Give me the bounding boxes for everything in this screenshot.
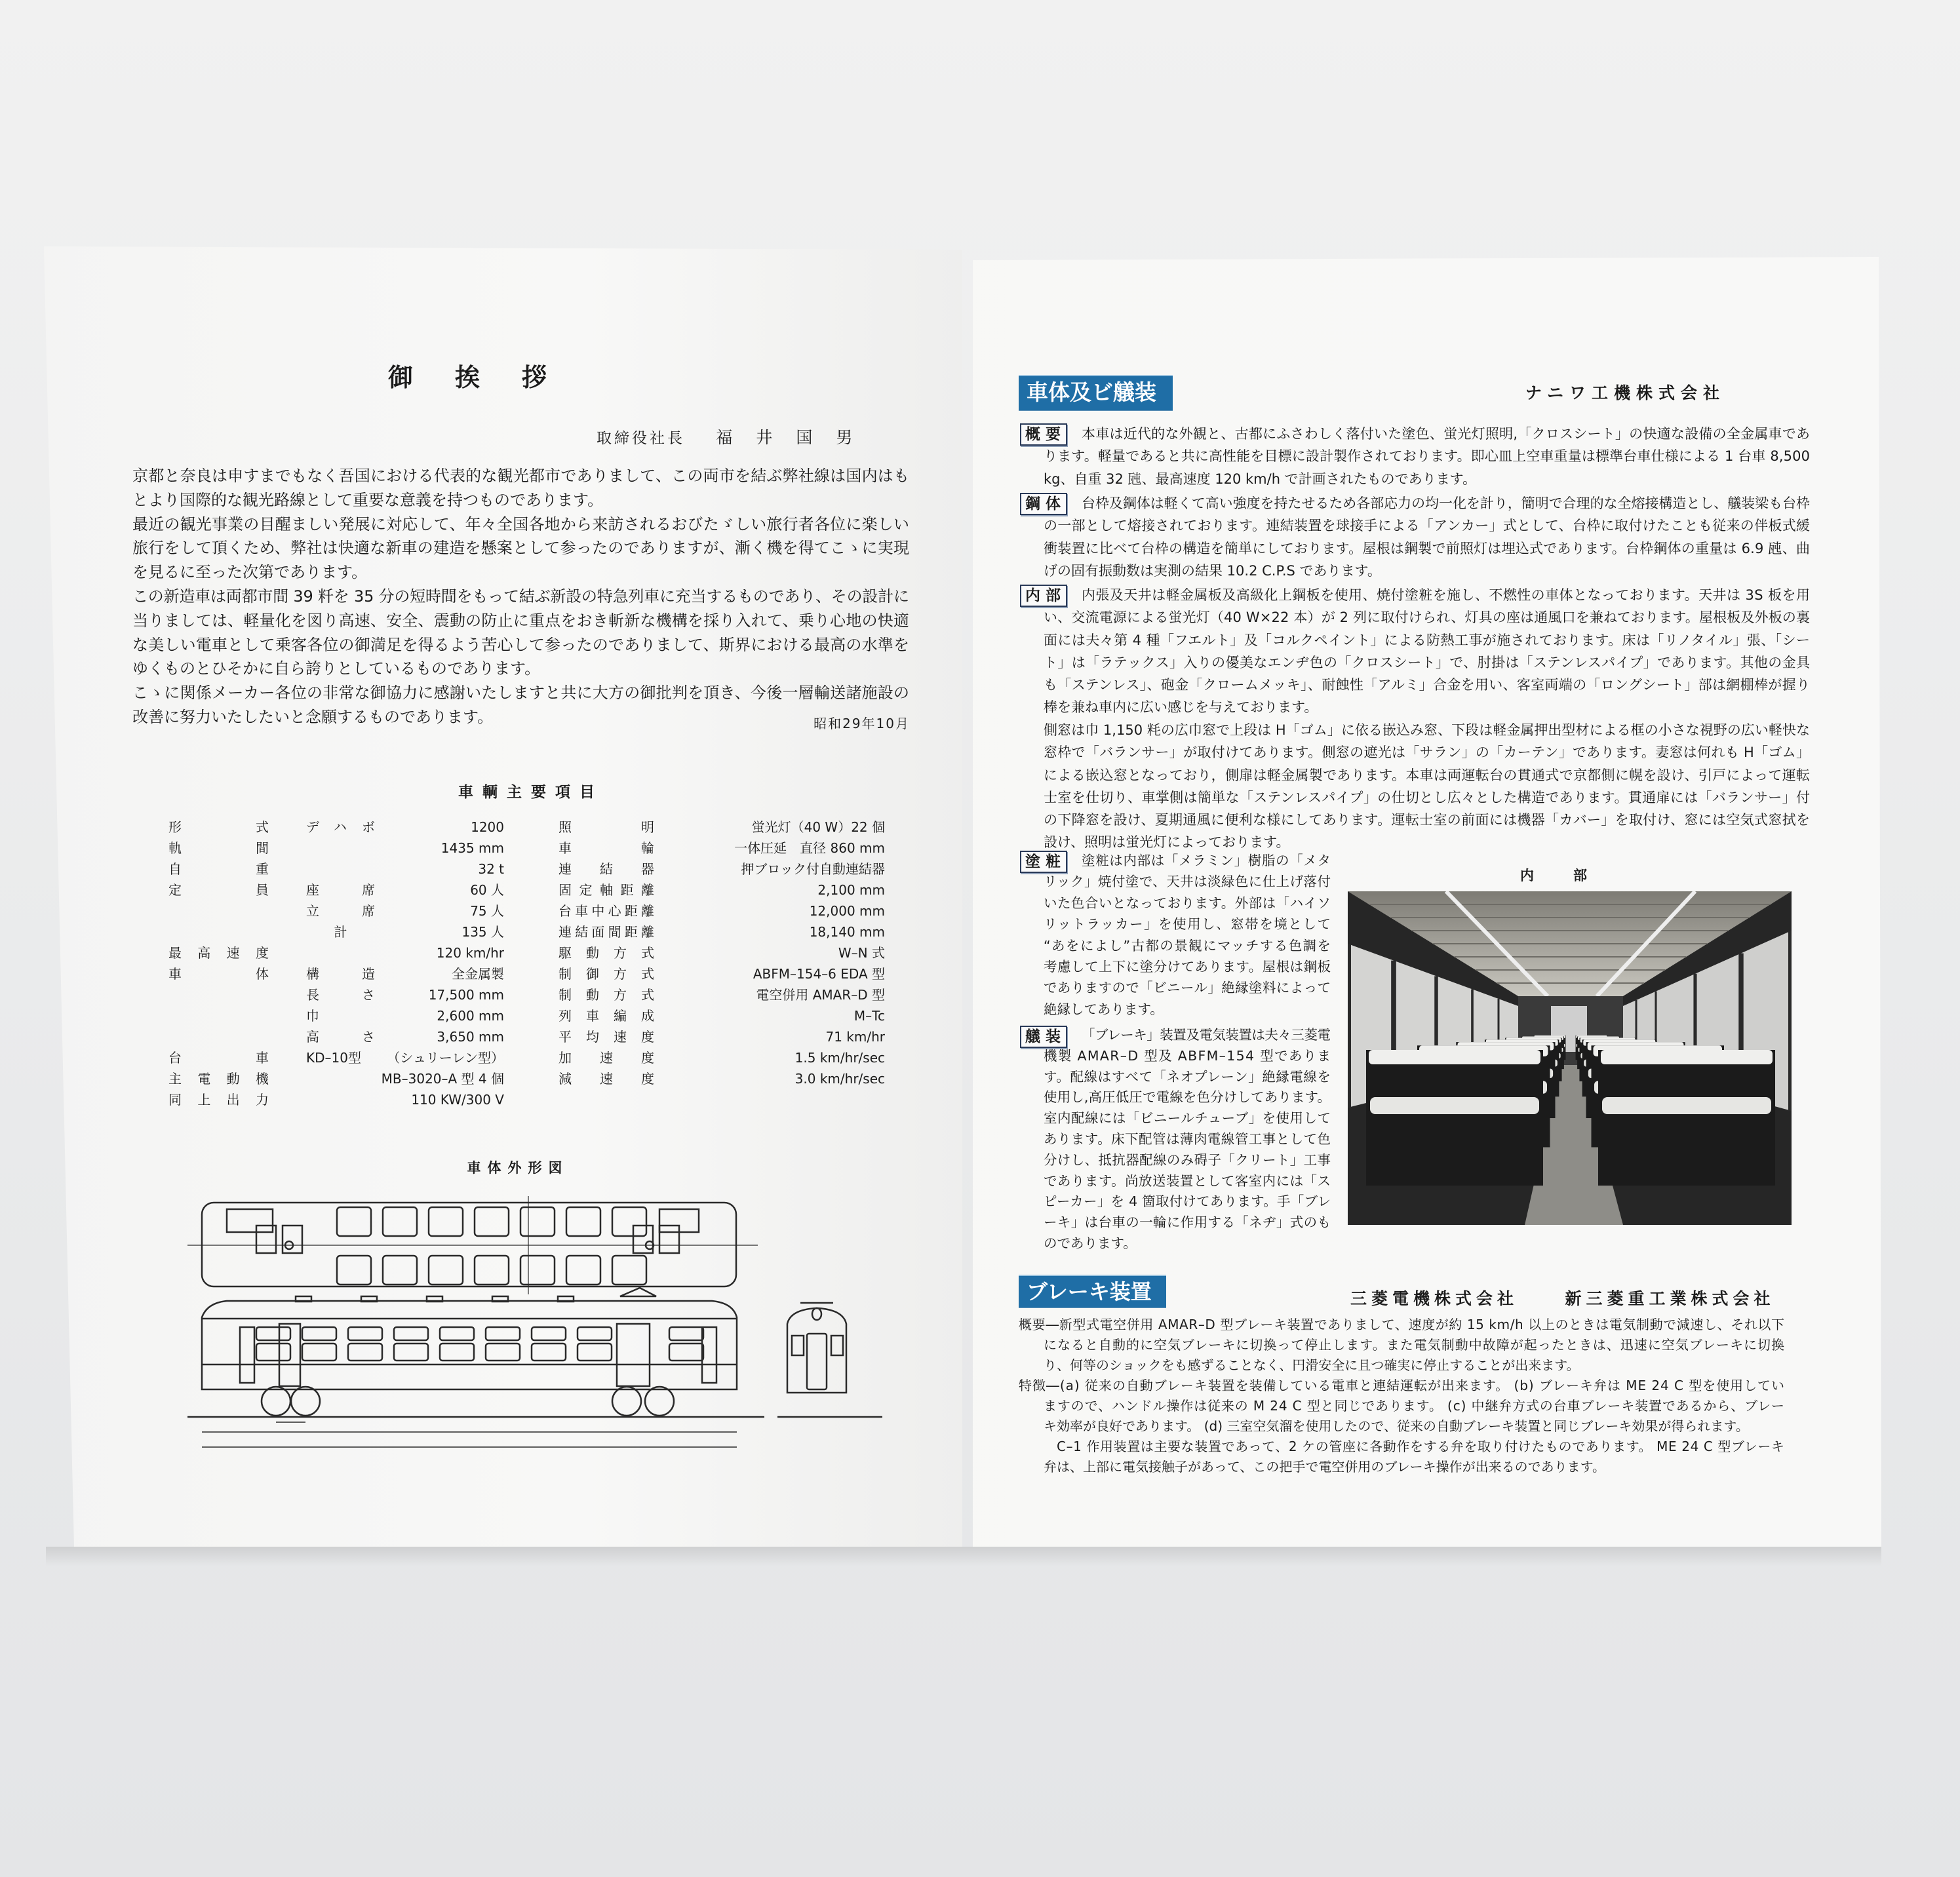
seat: [520, 1256, 555, 1285]
text-line: いた色合いとなっております。外部は「ハイソ: [1044, 895, 1331, 911]
spec-value: 電空併用 AMAR–D 型: [756, 987, 885, 1003]
spec-row: [0, 817, 918, 838]
spec-value: ABFM–154–6 EDA 型: [753, 966, 885, 982]
spec-value: 蛍光灯（40 W）22 個: [751, 819, 885, 835]
seat-headrest-cover: [1601, 1050, 1773, 1064]
spec-row: [0, 838, 918, 859]
seat: [383, 1207, 417, 1236]
text-line: であります。尚放送装置として客室内には「ス: [1044, 1172, 1331, 1189]
text-line: 塗粧は内部は「メラミン」樹脂の「メタ: [1082, 853, 1331, 868]
end-door: [807, 1334, 827, 1389]
spec-value: 2,600 mm: [437, 1008, 504, 1024]
seat-back: [1598, 1050, 1775, 1186]
spec-sublabel: 計: [334, 924, 347, 940]
spec-value: 17,500 mm: [428, 987, 504, 1003]
spec-sublabel: 構造: [306, 966, 375, 982]
text-line: 台枠及鋼体は軽くて高い強度を持たせるため各部応力の均一化を計り，簡明で合理的な全熔接構造とし、艤装梁も台枠: [1082, 495, 1810, 511]
text-line: 窓枠で「バランサー」が取付けてあります。側窓の遮光は「サラン」の「カーテン」であります。妻窓は何れも H「ゴム」: [1044, 745, 1811, 761]
text-line: ト」は「ラテックス」入りの優美なエンヂ色の「クロスシート」で、肘掛は「ステンレスパイプ」であります。其他の金具: [1044, 654, 1811, 670]
text-line: な美しい電車として乗客各位の御満足を得るよう苦心して参ったのでありまして、斯界における最高の水準を: [132, 635, 910, 654]
spec-label: 照明: [559, 819, 654, 835]
cab-seat: [283, 1226, 302, 1253]
spec-label: 平均速度: [559, 1029, 654, 1045]
spec-sublabel: デハボ: [306, 819, 375, 835]
spec-value: 1435 mm: [441, 840, 504, 856]
spec-label: 列車編成: [559, 1008, 654, 1024]
spec-sublabel: 立席: [306, 903, 375, 919]
spec-row: [0, 963, 918, 984]
section-equipment: [1044, 1025, 1331, 1254]
spec-label: 自重: [168, 861, 269, 877]
spec-row: [0, 1026, 918, 1047]
cab-seat: [659, 1226, 679, 1253]
text-line: 「ブレーキ」装置及電気装置は夫々三菱電: [1082, 1027, 1331, 1043]
seat-headrest-cover: [1369, 1050, 1540, 1064]
text-line: げの固有振動数は実測の結果 10.2 C.P.S であります。: [1044, 562, 1381, 579]
window: [532, 1327, 566, 1340]
text-line: 設け、照明は蛍光灯によっております。: [1044, 834, 1290, 851]
spec-label: 連結面間距離: [559, 924, 654, 940]
window: [669, 1327, 703, 1340]
window: [532, 1344, 566, 1361]
spec-sublabel: 巾: [306, 1008, 319, 1024]
greeting-signer: [597, 425, 876, 448]
section-banner-body: 車体及ビ艤装: [1019, 375, 1173, 410]
seat: [475, 1256, 509, 1285]
spec-label: 最高速度: [168, 945, 269, 961]
car-body-outline-drawing: [187, 1193, 889, 1455]
spec-row: [0, 1005, 918, 1026]
window: [348, 1344, 382, 1361]
text-line: 考慮して上下に塗分けてあります。屋根は鋼板: [1044, 959, 1331, 975]
text-line: を見るに至った次第であります。: [132, 563, 368, 582]
tag-interior: 内部: [1020, 585, 1067, 607]
ventilator: [427, 1296, 442, 1302]
spec-row: [0, 921, 918, 942]
window: [394, 1344, 428, 1361]
spec-label: 車体: [168, 966, 269, 982]
spec-label: 形式: [168, 819, 269, 835]
text-line: あります。床下配管は薄肉電線管工事として色: [1044, 1131, 1331, 1147]
window: [440, 1344, 474, 1361]
spec-label: 同上出力: [168, 1092, 269, 1108]
ventilator: [558, 1296, 574, 1302]
spec-row: [0, 859, 918, 880]
spec-value: 1200: [471, 819, 504, 835]
window: [256, 1344, 290, 1361]
spec-value: 60 人: [470, 882, 504, 898]
seat: [429, 1256, 463, 1285]
spec-value: 3.0 km/hr/sec: [794, 1071, 885, 1087]
spec-value: 2,100 mm: [817, 882, 885, 898]
seat: [337, 1207, 371, 1236]
spec-label: 主電動機: [168, 1071, 269, 1087]
interior-photo: [1348, 891, 1792, 1225]
manufacturer-name: ナニワ工機株式会社: [1525, 383, 1726, 402]
spec-value: MB–3020–A 型 4 個: [381, 1071, 504, 1087]
text-line: 京都と奈良は申すまでもなく吾国における代表的な観光都市でありまして、この両市を結ぶ弊社線は国内はも: [132, 467, 910, 485]
window: [256, 1327, 290, 1340]
text-line: リック」焼付塗で、天井は淡緑色に仕上げ落付: [1044, 874, 1331, 890]
text-line: 使用し,高圧低圧で電線を色分けしてあります。: [1044, 1089, 1331, 1106]
spec-value: 一体圧延 直径 860 mm: [734, 840, 885, 856]
seat: [429, 1207, 463, 1236]
window: [302, 1344, 336, 1361]
spec-value: 110 KW/300 V: [411, 1092, 504, 1108]
spec-value: 1.5 km/hr/sec: [794, 1050, 885, 1066]
spec-row: [0, 1089, 524, 1110]
manufacturer-name: 新三菱重工業株式会社: [1565, 1289, 1775, 1308]
text-line: リットラッカー」を使用し、窓帯を境として: [1044, 916, 1332, 933]
greeting-body: [132, 464, 910, 729]
tag-overview: 概要: [1020, 423, 1067, 446]
spec-value: 75 人: [470, 903, 504, 919]
spec-value: 71 km/hr: [825, 1029, 885, 1045]
wheel: [262, 1387, 290, 1416]
window: [348, 1327, 382, 1340]
wheel: [645, 1387, 674, 1416]
spec-row: [0, 984, 918, 1005]
section-banner-brake: ブレーキ装置: [1019, 1275, 1166, 1307]
text-line: ゆくものとひそかに自ら誇りとしているものであります。: [132, 659, 541, 678]
text-line: 弁は、上部に電気接触子があって、この把手で電空併用のブレーキ操作が出来るのであります。: [1044, 1459, 1605, 1475]
tag-steel-body: 鋼体: [1020, 493, 1067, 515]
text-line: 最近の観光事業の目醒ましい発展に対応して、年々全国各地から来訪されるおびたゞしい旅行者各位に楽しい: [132, 514, 910, 533]
pantograph: [620, 1288, 656, 1296]
spec-value: 135 人: [461, 924, 504, 940]
section-brake: [1019, 1315, 1785, 1477]
text-line: 内張及天井は軽金属板及高級化上鋼板を使用、焼付塗粧を施し、不燃性の車体となっております。天井は 3S 板を用: [1082, 587, 1811, 603]
seat-back: [1366, 1050, 1543, 1186]
spec-label: 加速度: [559, 1050, 654, 1066]
window: [669, 1344, 703, 1361]
page-shadow: [46, 1547, 1881, 1566]
text-line: い、交流電源による蛍光灯（40 W×22 本）が 2 列に取付けられ、灯具の座は通風口を兼ねております。屋根板及外板の裏: [1044, 610, 1811, 626]
text-line: 衝装置に比べて台枠の構造を簡単にしております。屋根は鋼製で前照灯は埋込式であります。台枠鋼体の重量は 6.9 瓲、曲: [1044, 540, 1811, 556]
seat: [337, 1256, 371, 1285]
text-line: 室内配線には「ビニールチューブ」を使用して: [1044, 1110, 1331, 1127]
end-view-body: [787, 1308, 846, 1393]
door: [702, 1327, 716, 1383]
spec-row: [0, 1068, 918, 1089]
spec-value: 32 t: [478, 861, 504, 877]
spec-row: [0, 942, 918, 963]
spec-value: W–N 式: [838, 945, 885, 961]
text-line: この新造車は両都市間 39 粁を 35 分の短時間をもって結ぶ新設の特急列車に充当するものであり、その設計に: [132, 587, 909, 606]
spec-label: 固定軸距離: [559, 882, 654, 898]
door: [617, 1324, 650, 1386]
text-line: 特徴―(a) 従来の自動ブレーキ装置を装備している電車と連結運転が出来ます。 (b) ブレーキ弁は ME 24 C 型を使用してい: [1019, 1378, 1785, 1393]
signer-name: 福井国男: [716, 428, 876, 447]
text-line: の下降窓を設け、夏期通風に便利な様にしてあります。運転士室の前面には機器「カバー」を取付け、窓には空気式窓拭を: [1044, 812, 1811, 828]
seat: [383, 1256, 417, 1285]
seat: [566, 1207, 600, 1236]
text-line: C–1 作用装置は主要な装置であって、2 ケの管座に各動作をする弁を取り付けたものであります。 ME 24 C 型ブレーキ: [1057, 1439, 1785, 1454]
spec-label: 定員: [168, 882, 269, 898]
drawing-title: 車体外形図: [467, 1160, 569, 1176]
spec-value: （シュリーレン型）: [387, 1050, 504, 1066]
window: [394, 1327, 428, 1340]
section-steel-body: [1044, 492, 1811, 582]
text-line: になると自動的に空気ブレーキに切換って停止します。また電気制動中故障が起ったときは、迅速に空気ブレーキに切換: [1044, 1337, 1786, 1353]
text-line: 改善に努力いたしたいと念願するものであります。: [132, 707, 494, 726]
window: [440, 1327, 474, 1340]
spec-label: 台車: [168, 1050, 269, 1066]
window: [578, 1344, 612, 1361]
seat-cushion: [1370, 1097, 1539, 1114]
text-line: 旅行をして頂くため、弊社は快適な新車の建造を懸案として参ったのでありますが、漸く機を得てこゝに実現: [132, 539, 910, 558]
spec-row: [0, 1047, 918, 1068]
window: [486, 1327, 520, 1340]
seat-cushion: [1602, 1097, 1771, 1114]
greeting-date: 昭和29年10月: [813, 716, 910, 731]
seat: [566, 1256, 600, 1285]
photo-caption: 内部: [1520, 868, 1626, 883]
text-line: による嵌込窓となっており，側扉は軽金属製であります。本車は両運転台の貫通式で京都側に幌を設け、引戸によって運転: [1044, 767, 1811, 783]
text-line: 側窓は巾 1,150 粍の広巾窓で上段は H「ゴム」に依る嵌込み窓、下段は軽金属押出型材による框の小さな視野の広い軽快な: [1044, 722, 1811, 738]
spec-value: 3,650 mm: [437, 1029, 504, 1045]
brake-manufacturers: [1350, 1286, 1774, 1309]
window: [792, 1336, 804, 1355]
spec-label: 減速度: [559, 1071, 654, 1087]
cab-desk: [227, 1209, 273, 1232]
text-line: 面には夫々第 4 種「フエルト」及「コルクペイント」による防熱工事が施されております。床は「リノタイル」張、「シー: [1044, 632, 1811, 648]
text-line: 機製 AMAR–D 型及 ABFM–154 型でありま: [1044, 1047, 1332, 1064]
seat: [612, 1256, 646, 1285]
ventilator: [296, 1296, 311, 1302]
text-line: り、何等のショックをも感ずることなく、円滑安全に且つ確実に停止することが出来ます。: [1044, 1357, 1580, 1373]
text-line: でありますので「ビニール」絶縁塗料によって: [1044, 980, 1331, 996]
wheel: [612, 1387, 641, 1416]
text-line: とより国際的な観光路線として重要な意義を持つものであります。: [132, 490, 604, 509]
signer-role: 取締役社長: [597, 430, 685, 447]
text-line: のであります。: [1044, 1235, 1137, 1251]
spec-sublabel: 高さ: [306, 1029, 375, 1045]
text-line: 概要―新型式電空併用 AMAR–D 型ブレーキ装置でありまして、速度が約 15 km/h 以上のときは電気制動で減速し、それ以下: [1019, 1317, 1785, 1332]
spec-label: 制御方式: [559, 966, 654, 982]
spec-label: 連結器: [559, 861, 654, 877]
ventilator: [361, 1296, 377, 1302]
door: [240, 1327, 254, 1383]
side-view-body: [202, 1301, 737, 1389]
spec-value: 押ブロック付自動連結器: [741, 861, 885, 877]
text-line: 当りましては、軽量化を図り高速、安全、震動の防止に重点をおき斬新な機構を採り入れて、乗り心地の快適: [132, 611, 910, 630]
tag-painting: 塗粧: [1020, 851, 1067, 873]
spec-sublabel: 長さ: [306, 987, 375, 1003]
text-line: ーキ」は台車の一輪に作用する「ネヂ」式のも: [1044, 1214, 1331, 1231]
text-line: ピーカー」を 4 箇取付けてあります。手「ブレ: [1044, 1193, 1331, 1210]
text-line: ります。軽量であると共に高性能を目標に設計製作されております。即心皿上空車重量は標準台車仕様による 1 台車 8,500: [1044, 448, 1811, 465]
text-line: キ効率が良好であります。 (d) 三室空気溜を使用したので、従来の自動ブレーキ装置と同じブレーキ効果が得られます。: [1044, 1418, 1749, 1434]
spec-value: 全金属製: [452, 966, 504, 982]
manufacturer-name: 三菱電機株式会社: [1350, 1289, 1519, 1308]
section-interior: [1044, 584, 1811, 719]
text-line: 分けし、抵抗器配線のみ碍子「クリート」工事: [1044, 1151, 1331, 1168]
spec-value: 12,000 mm: [809, 903, 885, 919]
window: [831, 1336, 843, 1355]
ventilator: [492, 1296, 508, 1302]
spec-sublabel: KD–10型: [306, 1050, 361, 1066]
seat: [612, 1207, 646, 1236]
spec-table-title: 車輌主要項目: [458, 784, 604, 801]
text-line: 士室を仕切り、車掌側は簡単な「ステンレスパイプ」の仕切とし広々とした構造であります。貫通扉には「バランサー」付: [1044, 789, 1811, 805]
spec-value: 120 km/hr: [436, 945, 504, 961]
text-line: 絶縁してあります。: [1044, 1001, 1164, 1017]
section-overview: [1044, 423, 1811, 490]
section-painting: [1044, 850, 1331, 1020]
text-line: 棒を兼ね車内に広い感じを与えております。: [1044, 699, 1318, 716]
seat: [475, 1207, 509, 1236]
spec-label: 車輪: [559, 840, 654, 856]
spec-value: 18,140 mm: [809, 924, 885, 940]
text-line: す。配線はすべて「ネオプレーン」絶縁電線を: [1044, 1068, 1331, 1085]
greeting-title: 御挨拶: [387, 363, 589, 392]
text-line: も「ステンレス」、砲金「クロームメッキ」、耐蝕性「アルミ」合金を用い、客室両端の「ロングシート」部は網棚棒が握り: [1044, 677, 1811, 693]
wheel: [291, 1387, 320, 1416]
text-line: こゝに関係メーカー各位の非常な御協力に感謝いたしますと共に大方の御批判を頂き、今後一層輸送諸施設の: [132, 684, 910, 703]
text-line: kg、自重 32 瓲、最高速度 120 km/h で計画されたものであります。: [1044, 471, 1476, 487]
spec-label: 制動方式: [559, 987, 654, 1003]
seat: [520, 1207, 555, 1236]
spec-row: [0, 900, 918, 921]
text-line: 本車は近代的な外観と、古都にふさわしく落付いた塗色、蛍光灯照明,「クロスシート」の快適な設備の全金属車であ: [1082, 426, 1811, 442]
text-line: の一部として熔接されております。連結装置を球接手による「アンカー」式として、台枠に取付けたことも従来の伴板式緩: [1044, 518, 1811, 534]
tag-equipment: 艤装: [1020, 1026, 1067, 1048]
spec-value: M–Tc: [853, 1008, 885, 1024]
spec-label: 台車中心距離: [559, 903, 654, 919]
spec-sublabel: 座席: [306, 882, 375, 898]
window: [486, 1344, 520, 1361]
headlight: [812, 1308, 821, 1320]
spec-label: 軌間: [168, 840, 269, 856]
spec-row: [0, 880, 918, 900]
spec-label: 駆動方式: [559, 945, 654, 961]
window: [302, 1327, 336, 1340]
section-windows: [1044, 719, 1811, 854]
window: [578, 1327, 612, 1340]
text-line: “あをによし”古都の景観にマッチする色調を: [1044, 937, 1332, 954]
text-line: ますので、ハンドル操作は従来の M 24 C 型と同じであります。 (c) 中継弁方式の台車ブレーキ装置であるから、ブレー: [1044, 1398, 1785, 1414]
